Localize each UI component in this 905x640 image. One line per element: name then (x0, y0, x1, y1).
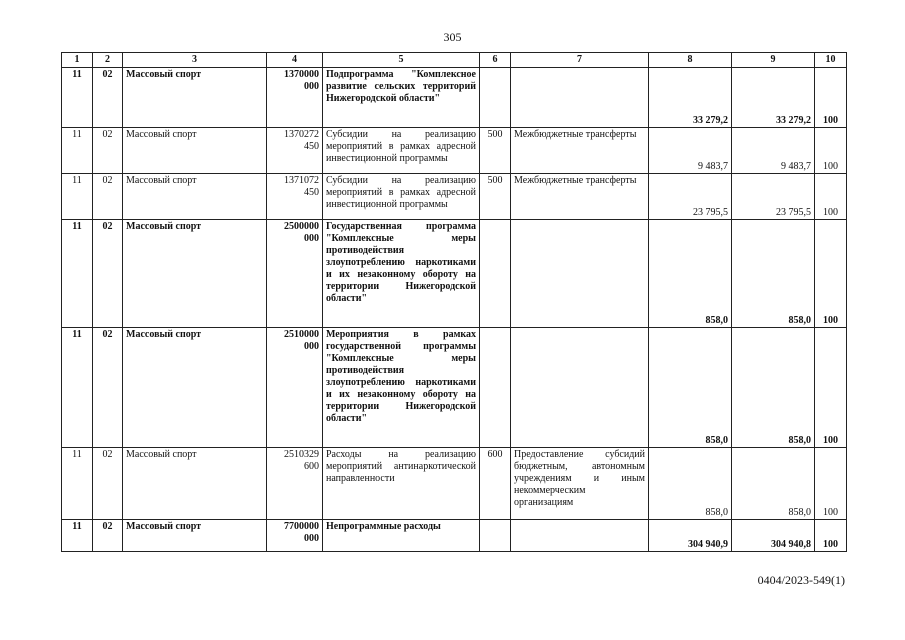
expense-type-code (480, 520, 511, 552)
expense-type-code (480, 220, 511, 328)
expense-type-code: 500 (480, 128, 511, 174)
subsection-code: 02 (93, 128, 123, 174)
expense-type-name (511, 520, 649, 552)
document-code: 0404/2023-549(1) (757, 573, 845, 587)
header-cell: 10 (815, 53, 847, 68)
planned-amount: 9 483,7 (649, 128, 732, 174)
expense-type-name: Межбюджетные трансферты (511, 128, 649, 174)
expense-type-code (480, 328, 511, 448)
planned-amount: 304 940,9 (649, 520, 732, 552)
table-row (62, 68, 847, 128)
table-row (62, 220, 847, 328)
planned-amount: 858,0 (649, 220, 732, 328)
executed-amount: 304 940,8 (732, 520, 815, 552)
planned-amount: 858,0 (649, 448, 732, 520)
target-article-code: 2510000 000 (267, 328, 323, 448)
expense-type-name (511, 220, 649, 328)
header-cell: 3 (123, 53, 267, 68)
page-number: 305 (443, 30, 462, 44)
execution-percent: 100 (815, 220, 847, 328)
expense-type-name (511, 328, 649, 448)
expense-type-name (511, 68, 649, 128)
executed-amount: 858,0 (732, 220, 815, 328)
table-row (62, 174, 847, 220)
executed-amount: 33 279,2 (732, 68, 815, 128)
header-cell: 2 (93, 53, 123, 68)
target-article-name: Непрограммные расходы (323, 520, 480, 552)
header-cell: 1 (62, 53, 93, 68)
execution-percent: 100 (815, 128, 847, 174)
execution-percent: 100 (815, 520, 847, 552)
target-article-code: 2500000 000 (267, 220, 323, 328)
subsection-code: 02 (93, 174, 123, 220)
execution-percent: 100 (815, 68, 847, 128)
table-row (62, 128, 847, 174)
subsection-name: Массовый спорт (123, 220, 267, 328)
subsection-name: Массовый спорт (123, 328, 267, 448)
execution-percent: 100 (815, 448, 847, 520)
subsection-name: Массовый спорт (123, 448, 267, 520)
subsection-code: 02 (93, 220, 123, 328)
section-code: 11 (62, 174, 93, 220)
target-article-code: 1370272 450 (267, 128, 323, 174)
section-code: 11 (62, 128, 93, 174)
target-article-name: Мероприятия в рамках государственной программы "Комплексные меры противодействия злоупотреблению наркотиками и их незаконному обороту на территории Нижегородской области" (323, 328, 480, 448)
subsection-name: Массовый спорт (123, 520, 267, 552)
header-cell: 7 (511, 53, 649, 68)
target-article-name: Субсидии на реализацию мероприятий в рамках адресной инвестиционной программы (323, 174, 480, 220)
subsection-name: Массовый спорт (123, 128, 267, 174)
expense-type-code: 600 (480, 448, 511, 520)
execution-percent: 100 (815, 328, 847, 448)
header-cell: 9 (732, 53, 815, 68)
target-article-code: 7700000 000 (267, 520, 323, 552)
subsection-code: 02 (93, 328, 123, 448)
subsection-code: 02 (93, 448, 123, 520)
subsection-name: Массовый спорт (123, 174, 267, 220)
target-article-name: Субсидии на реализацию мероприятий в рамках адресной инвестиционной программы (323, 128, 480, 174)
executed-amount: 9 483,7 (732, 128, 815, 174)
subsection-code: 02 (93, 68, 123, 128)
header-cell: 8 (649, 53, 732, 68)
subsection-code: 02 (93, 520, 123, 552)
target-article-code: 2510329 600 (267, 448, 323, 520)
executed-amount: 858,0 (732, 448, 815, 520)
expense-type-code (480, 68, 511, 128)
header-cell: 6 (480, 53, 511, 68)
table-row (62, 328, 847, 448)
target-article-code: 1371072 450 (267, 174, 323, 220)
subsection-name: Массовый спорт (123, 68, 267, 128)
expense-type-code: 500 (480, 174, 511, 220)
target-article-name: Расходы на реализацию мероприятий антинаркотической направленности (323, 448, 480, 520)
table-row (62, 520, 847, 552)
section-code: 11 (62, 220, 93, 328)
section-code: 11 (62, 448, 93, 520)
planned-amount: 33 279,2 (649, 68, 732, 128)
section-code: 11 (62, 520, 93, 552)
executed-amount: 858,0 (732, 328, 815, 448)
executed-amount: 23 795,5 (732, 174, 815, 220)
header-row (62, 53, 847, 68)
section-code: 11 (62, 328, 93, 448)
expense-type-name: Предоставление субсидий бюджетным, автономным учреждениям и иным некоммерческим организациям (511, 448, 649, 520)
expense-type-name: Межбюджетные трансферты (511, 174, 649, 220)
execution-percent: 100 (815, 174, 847, 220)
section-code: 11 (62, 68, 93, 128)
target-article-name: Государственная программа "Комплексные меры противодействия злоупотреблению наркотиками и их незаконному обороту на территории Нижегородской области" (323, 220, 480, 328)
header-cell: 5 (323, 53, 480, 68)
budget-table (61, 52, 847, 552)
planned-amount: 23 795,5 (649, 174, 732, 220)
table-row (62, 448, 847, 520)
planned-amount: 858,0 (649, 328, 732, 448)
header-cell: 4 (267, 53, 323, 68)
target-article-name: Подпрограмма "Комплексное развитие сельских территорий Нижегородской области" (323, 68, 480, 128)
target-article-code: 1370000 000 (267, 68, 323, 128)
